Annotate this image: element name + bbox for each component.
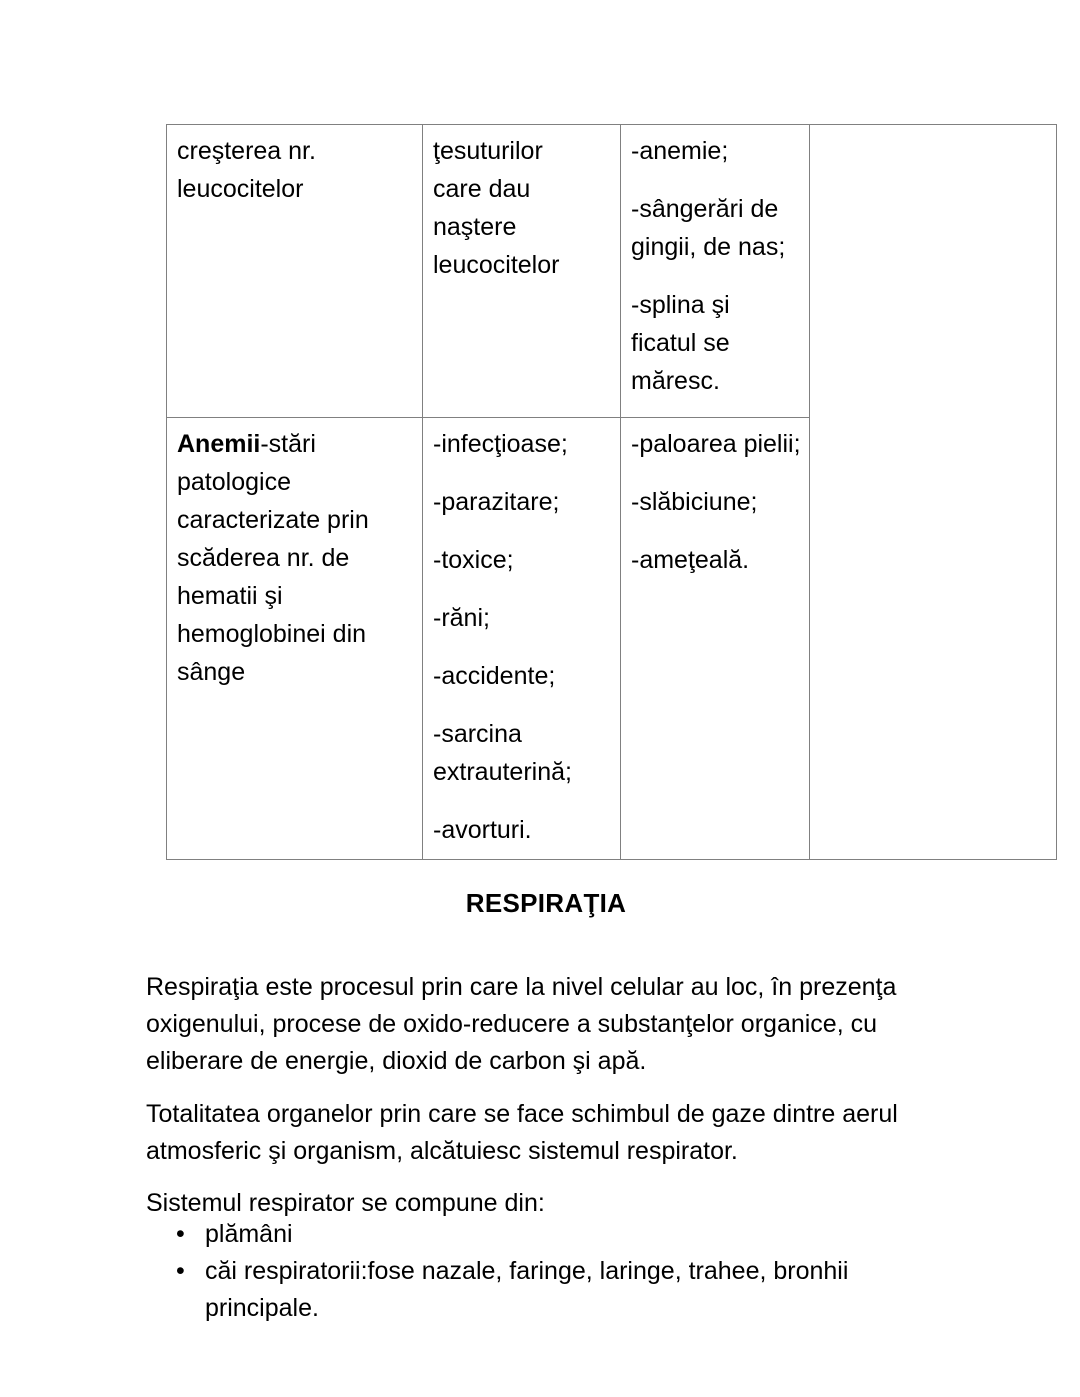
cell-list-item: -anemie; — [631, 137, 729, 165]
cell-text-line: leucocitelor — [177, 175, 304, 203]
cell-list-item: -sângerări de gingii, de nas; — [631, 195, 786, 261]
table-cell-symptoms — [621, 418, 810, 860]
paragraph-definition: Respiraţia este procesul prin care la nivel celular au loc, în prezenţa oxigenului, procese de oxido-reducere a substanţelor organice, cu eliberare de energie, dioxid de carbon şi apă. — [146, 973, 897, 1075]
cell-list-item: -accidente; — [433, 662, 556, 690]
table-row — [167, 125, 1057, 418]
cell-text-line: leucocitelor — [433, 251, 560, 279]
list-item — [146, 1216, 966, 1253]
cell-text-line: naştere — [433, 213, 517, 241]
cell-list-item: -sarcina extrauterină; — [433, 720, 572, 786]
list-item — [146, 1253, 966, 1327]
cell-list-item: -slăbiciune; — [631, 488, 758, 516]
table-cell-symptoms — [621, 125, 810, 418]
cell-text-line: care dau — [433, 175, 531, 203]
list-item-label: plămâni — [205, 1220, 293, 1248]
cell-list-item: -parazitare; — [433, 488, 560, 516]
symptoms-table — [166, 124, 1057, 860]
table-cell-cause — [423, 418, 621, 860]
cell-list-item: -toxice; — [433, 546, 514, 574]
cell-list-item: -ameţeală. — [631, 546, 750, 574]
paragraph-system: Totalitatea organelor prin care se face schimbul de gaze dintre aerul atmosferic şi organism, alcătuiesc sistemul respirator. — [146, 1100, 898, 1165]
cell-list-item: -paloarea pielii; — [631, 430, 801, 458]
cell-list-item: -avorturi. — [433, 816, 532, 844]
table-cell-cause — [423, 125, 621, 418]
paragraph-components-intro: Sistemul respirator se compune din: — [146, 1189, 545, 1217]
table-cell-disease — [167, 125, 423, 418]
cell-text-line: creşterea nr. — [177, 137, 316, 165]
cell-list-item: -infecţioase; — [433, 430, 568, 458]
table-cell-empty — [810, 125, 1057, 860]
cell-list-item: -răni; — [433, 604, 490, 632]
disease-description: -stări patologice caracterizate prin scăderea nr. de hematii şi hemoglobinei din sânge — [177, 430, 369, 686]
page-title: RESPIRAŢIA — [465, 888, 627, 918]
components-list — [146, 1216, 966, 1327]
disease-name: Anemii — [177, 430, 261, 458]
table-cell-disease — [167, 418, 423, 860]
list-item-label: căi respiratorii:fose nazale, faringe, laringe, trahee, bronhii principale. — [205, 1257, 849, 1322]
bullet-icon: • — [176, 1220, 185, 1248]
cell-text-line: ţesuturilor — [433, 137, 543, 165]
bullet-icon: • — [176, 1257, 185, 1285]
cell-list-item: -splina şi ficatul se măresc. — [631, 291, 730, 395]
